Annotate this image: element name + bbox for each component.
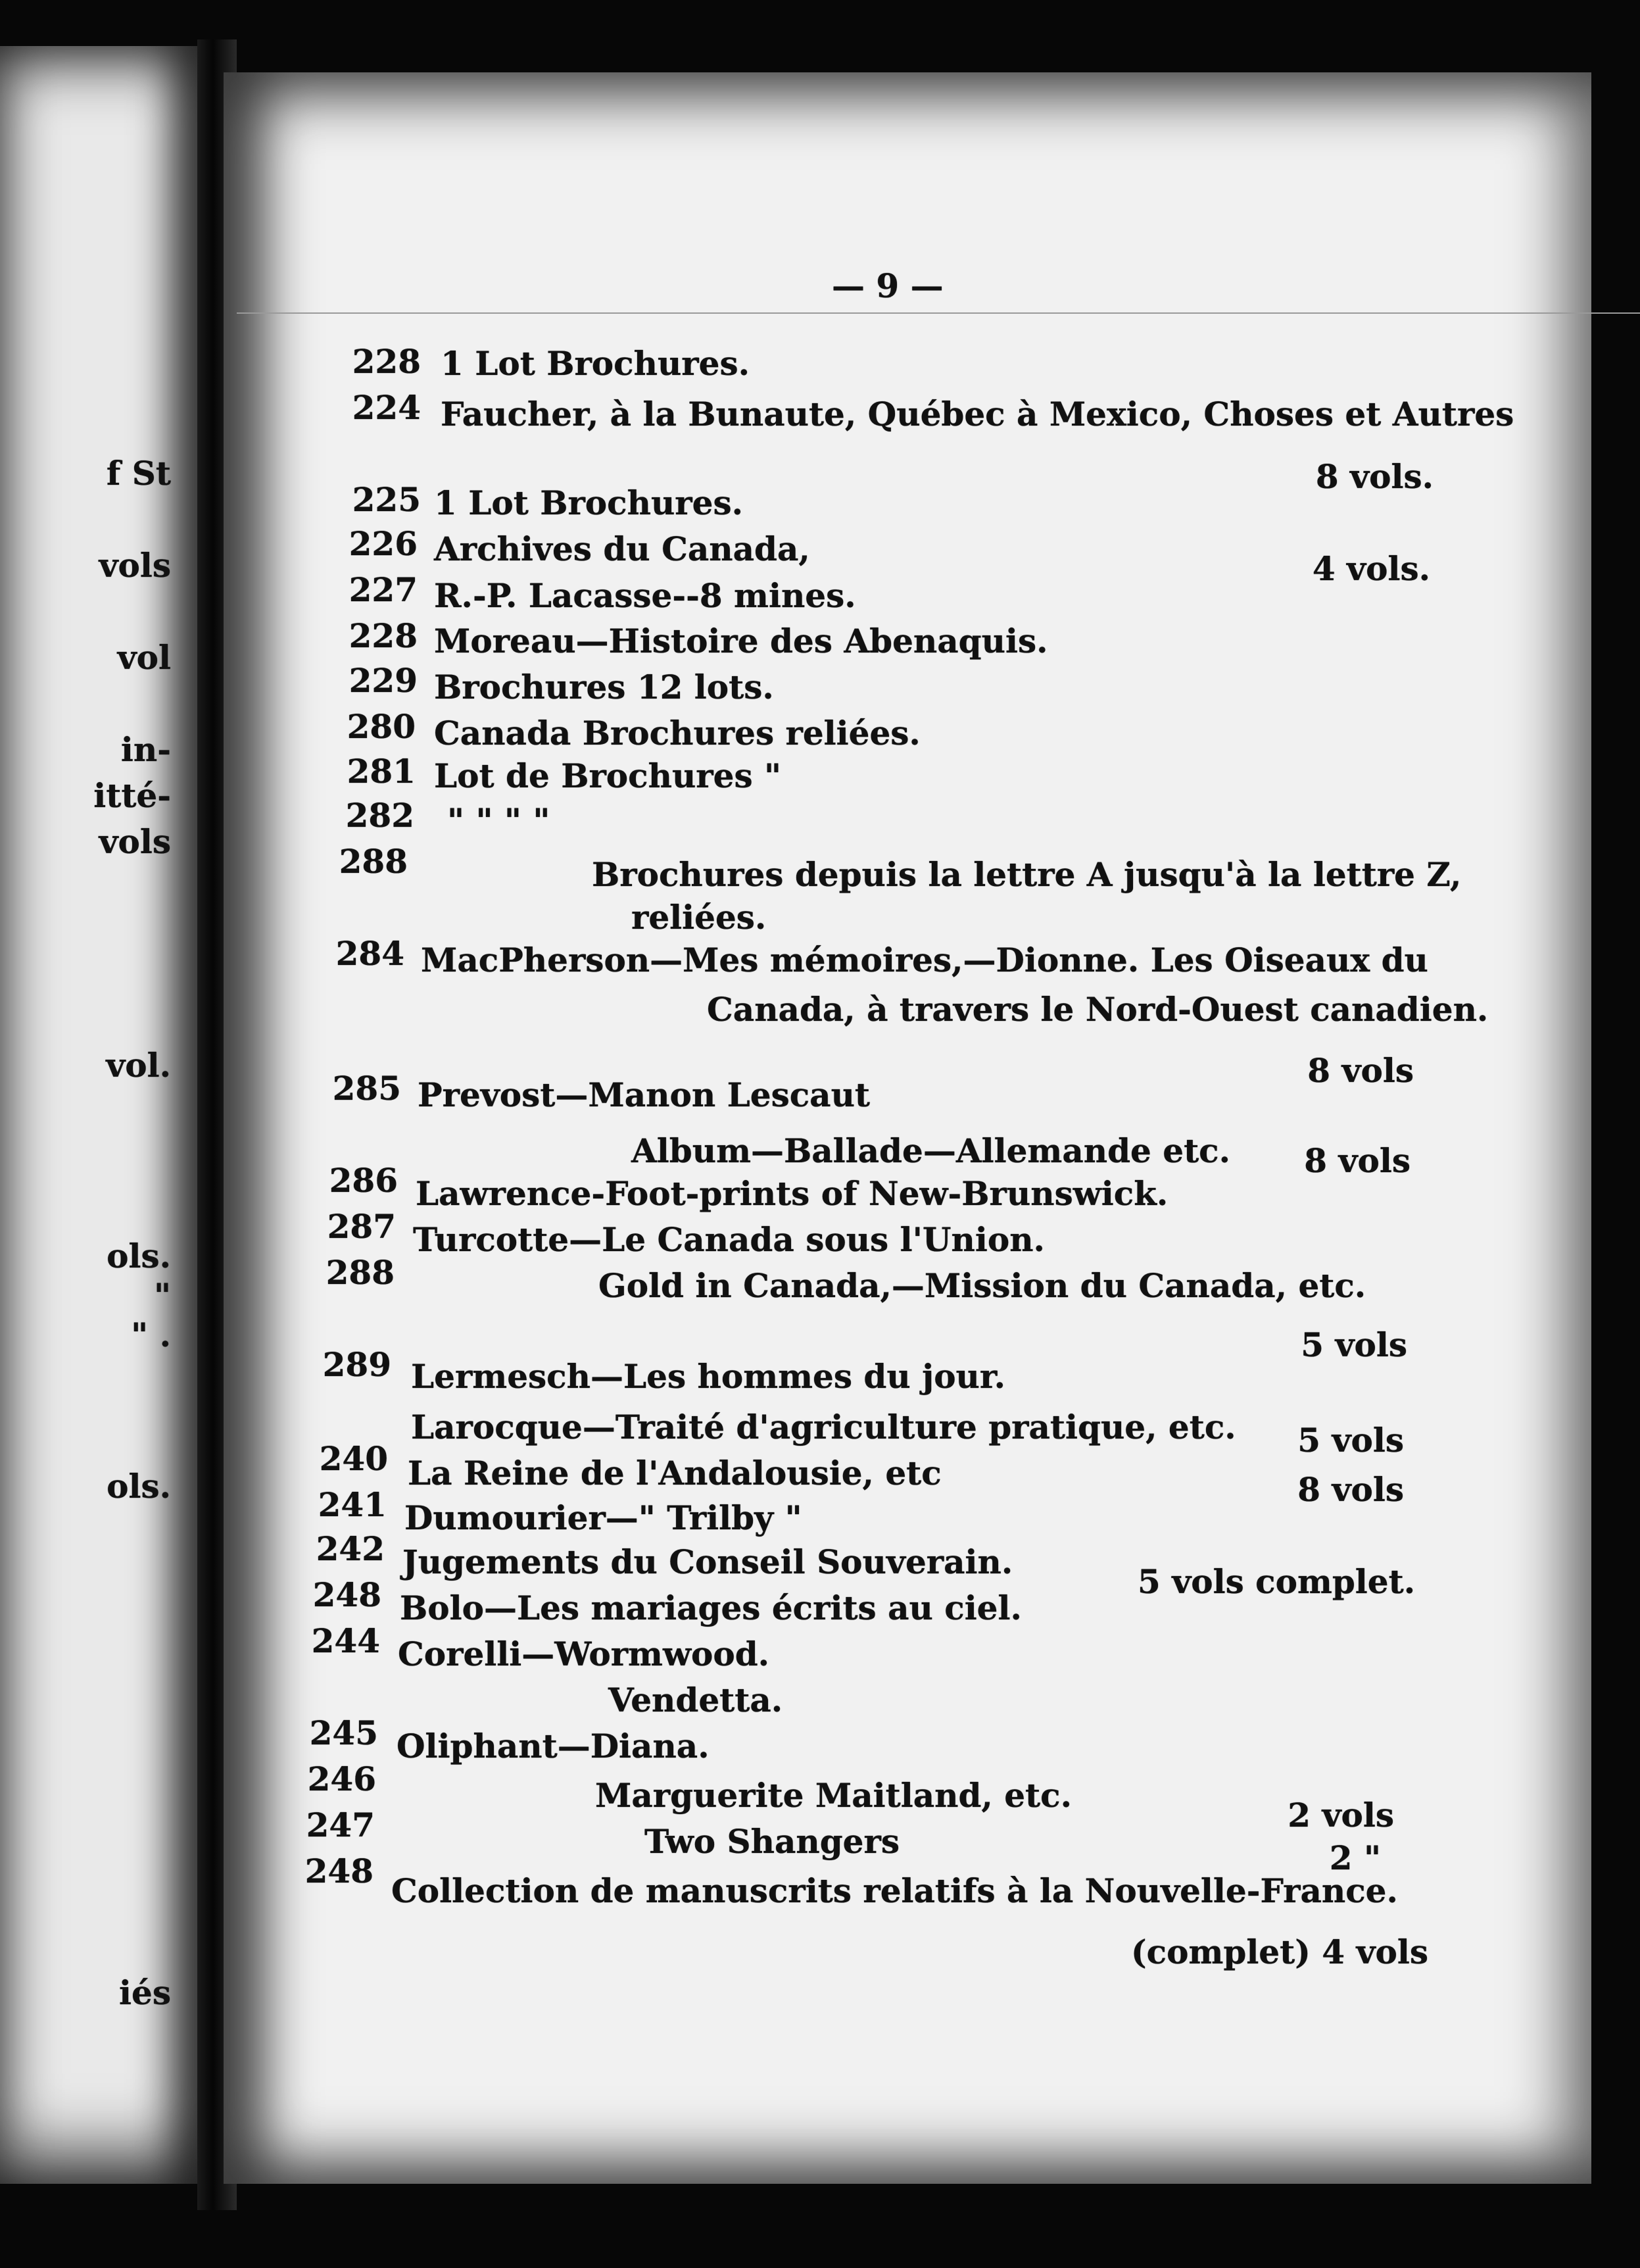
entry-text-continued: Vendetta.	[608, 1681, 783, 1719]
entry-volumes: 8 vols	[1297, 1470, 1404, 1509]
entry-text: Collection de manuscrits relatifs à la Nouvelle-France.	[391, 1871, 1398, 1910]
entry-number: 288	[326, 1253, 395, 1292]
entry-text: Marguerite Maitland, etc.	[595, 1776, 1072, 1815]
entry-volumes: 2 vols	[1288, 1796, 1394, 1835]
entry-text: Lermesch—Les hommes du jour.	[411, 1357, 1006, 1396]
entry-number: 244	[311, 1621, 380, 1660]
entry-volumes: 5 vols complet.	[1138, 1562, 1416, 1601]
entry-volumes: (complet) 4 vols	[1131, 1933, 1429, 1971]
entry-text: Turcotte—Le Canada sous l'Union.	[413, 1220, 1045, 1259]
entry-text: Bolo—Les mariages écrits au ciel.	[400, 1589, 1022, 1627]
entry-text-continued: Album—Ballade—Allemande etc.	[631, 1131, 1231, 1170]
entry-text: MacPherson—Mes mémoires,—Dionne. Les Oiseaux du	[421, 941, 1428, 979]
entry-number: 284	[335, 934, 404, 973]
entry-text: Brochures depuis la lettre A jusqu'à la lettre Z,	[592, 855, 1462, 894]
entry-text: Two Shangers	[644, 1822, 900, 1861]
entry-number: 226	[349, 524, 418, 563]
entry-text-continued: Canada, à travers le Nord-Ouest canadien.	[707, 990, 1489, 1029]
left-fragment: "	[153, 1276, 171, 1315]
entry-text: Corelli—Wormwood.	[398, 1635, 770, 1673]
entry-volumes: 4 vols.	[1312, 549, 1430, 588]
entry-number: 242	[316, 1529, 385, 1568]
left-fragment: vols	[99, 546, 171, 585]
entry-text-continued: reliées.	[631, 898, 767, 937]
entry-number: 224	[352, 388, 421, 427]
entry-text-continued: Larocque—Traité d'agriculture pratique, etc.	[411, 1408, 1236, 1446]
entry-number: 288	[339, 842, 408, 881]
header-rule	[237, 312, 1640, 314]
entry-text: Canada Brochures reliées.	[434, 714, 921, 752]
entry-text: Prevost—Manon Lescaut	[418, 1075, 871, 1114]
entry-number: 247	[306, 1806, 375, 1844]
entry-text: R.-P. Lacasse--8 mines.	[434, 576, 856, 615]
entry-text: Brochures 12 lots.	[434, 668, 774, 706]
entry-number: 240	[319, 1439, 388, 1478]
entry-number: 241	[318, 1485, 387, 1524]
left-fragment: itté-	[93, 776, 171, 815]
left-fragment: iés	[119, 1973, 171, 2012]
entry-text: Moreau—Histoire des Abenaquis.	[434, 622, 1048, 660]
left-fragment: f St	[106, 454, 171, 493]
entry-number: 282	[345, 796, 414, 835]
left-fragment: ols.	[107, 1467, 171, 1506]
entry-text: Lawrence-Foot-prints of New-Brunswick.	[416, 1174, 1169, 1213]
entry-volumes: 5 vols	[1297, 1421, 1404, 1460]
left-fragment: vols	[99, 822, 171, 861]
entry-text: Dumourier—" Trilby "	[404, 1498, 802, 1537]
entry-volumes: 8 vols	[1307, 1051, 1414, 1090]
page-number: — 9 —	[832, 266, 944, 305]
entry-volumes: 8 vols.	[1315, 457, 1434, 496]
left-fragment: ols.	[107, 1237, 171, 1275]
entry-number: 228	[352, 342, 421, 381]
entry-volumes: 5 vols	[1301, 1325, 1407, 1364]
entry-number: 287	[327, 1207, 396, 1246]
entry-number: 227	[349, 570, 418, 609]
entry-text: Jugements du Conseil Souverain.	[402, 1542, 1013, 1581]
entry-number: 229	[349, 661, 418, 700]
entry-number: 246	[307, 1760, 376, 1798]
entry-text: La Reine de l'Andalousie, etc	[408, 1454, 942, 1492]
entry-number: 228	[349, 616, 418, 655]
left-fragment: vol	[117, 638, 171, 677]
main-page	[224, 72, 1591, 2184]
left-fragment: " .	[131, 1316, 171, 1354]
entry-number: 289	[322, 1345, 391, 1384]
entry-number: 281	[347, 752, 416, 791]
left-fragment: in-	[120, 730, 171, 769]
left-page-fragment	[0, 46, 197, 2184]
left-fragment: vol.	[106, 1046, 171, 1085]
entry-text: 1 Lot Brochures.	[434, 483, 744, 522]
entry-volumes: 8 vols	[1304, 1141, 1411, 1180]
entry-text: 1 Lot Brochures.	[441, 344, 750, 383]
entry-number: 248	[312, 1575, 381, 1614]
entry-text: Gold in Canada,—Mission du Canada, etc.	[598, 1266, 1366, 1305]
entry-number: 248	[304, 1852, 374, 1890]
entry-number: 245	[309, 1713, 378, 1752]
entry-volumes: 2 "	[1329, 1838, 1381, 1877]
entry-number: 280	[347, 707, 416, 746]
entry-number: 285	[332, 1069, 401, 1108]
entry-text: Oliphant—Diana.	[397, 1727, 710, 1765]
entry-number: 225	[352, 480, 421, 519]
entry-text: Archives du Canada,	[434, 530, 810, 568]
entry-text: Lot de Brochures "	[434, 756, 782, 795]
entry-number: 286	[329, 1161, 398, 1200]
entry-text: Faucher, à la Bunaute, Québec à Mexico, Choses et Autres	[441, 395, 1514, 433]
entry-text: " " " "	[447, 801, 550, 840]
